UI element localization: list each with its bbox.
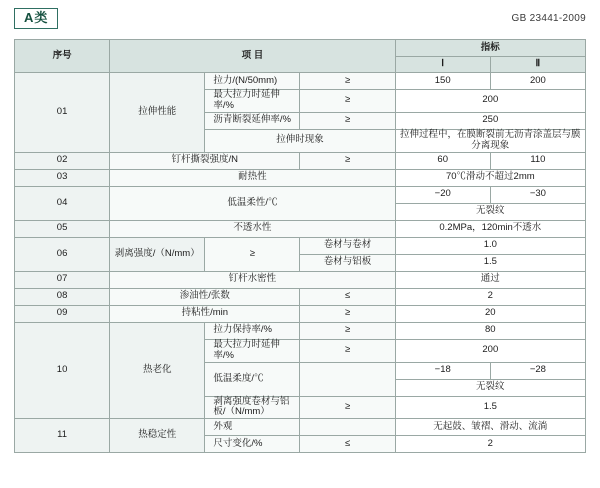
row-property: 热老化 [110,322,205,419]
row-value-merged: 70℃滑动不超过2mm [395,169,585,186]
column-header-grade-1: Ⅰ [395,57,490,73]
row-value-grade-1: −18 [395,362,490,379]
row-subitem: 卷材与卷材 [300,237,395,254]
row-symbol: ≥ [300,112,395,129]
row-value-merged: 1.5 [395,396,585,419]
row-symbol: ≥ [300,339,395,362]
row-symbol: ≥ [300,305,395,322]
row-property-symbol: ≥ [205,237,300,271]
table-row [15,419,586,436]
row-no: 01 [15,73,110,153]
row-value-grade-2: 110 [490,152,585,169]
row-value-merged: 无裂纹 [395,203,585,220]
row-symbol: ≥ [300,90,395,113]
row-value-grade-2: −30 [490,186,585,203]
table-row [15,288,586,305]
row-subitem: 卷材与铝板 [300,254,395,271]
table-row [15,169,586,186]
table-head [15,40,586,73]
row-value-merged: 通过 [395,271,585,288]
row-item: 尺寸变化/% [205,436,300,453]
row-no: 08 [15,288,110,305]
row-item: 最大拉力时延伸率/% [205,90,300,113]
row-no: 09 [15,305,110,322]
row-value-merged: 1.5 [395,254,585,271]
table-row [15,305,586,322]
column-header-grade-2: Ⅱ [490,57,585,73]
row-symbol: ≥ [300,73,395,90]
row-symbol: ≥ [300,396,395,419]
class-badge: A类 [14,8,58,29]
row-symbol: ≤ [300,288,395,305]
row-symbol: ≤ [300,436,395,453]
row-value-merged: 200 [395,90,585,113]
row-value-merged: 无起鼓、皱褶、滑动、流淌 [395,419,585,436]
row-item: 持粘性/min [110,305,300,322]
row-symbol: ≥ [300,322,395,339]
row-value-merged: 80 [395,322,585,339]
row-value-merged: 2 [395,436,585,453]
row-property: 热稳定性 [110,419,205,453]
row-item: 拉力保持率/% [205,322,300,339]
table-row [15,152,586,169]
row-value-grade-2: 200 [490,73,585,90]
row-no: 07 [15,271,110,288]
row-item: 沥青断裂延伸率/% [205,112,300,129]
row-symbol [300,419,395,436]
row-item: 低温柔性/℃ [110,186,395,220]
column-header-no: 序号 [15,40,110,73]
row-value-merged: 0.2MPa，120min不透水 [395,220,585,237]
row-no: 10 [15,322,110,419]
row-item: 渗油性/张数 [110,288,300,305]
row-no: 11 [15,419,110,453]
row-value-merged: 250 [395,112,585,129]
row-item: 剥离强度卷材与铝板/（N/mm） [205,396,300,419]
row-item: 低温柔度/℃ [205,362,300,396]
row-no: 05 [15,220,110,237]
table-row [15,322,586,339]
row-item: 不透水性 [110,220,395,237]
row-value-merged: 1.0 [395,237,585,254]
table-row [15,186,586,203]
row-value-grade-1: 60 [395,152,490,169]
row-no: 03 [15,169,110,186]
row-item: 钉杆撕裂强度/N [110,152,300,169]
row-no: 06 [15,237,110,271]
row-no: 02 [15,152,110,169]
row-item: 钉杆水密性 [110,271,395,288]
table-row [15,73,586,90]
row-symbol [300,362,395,396]
row-no: 04 [15,186,110,220]
row-value-merged: 拉伸过程中，在膜断裂前无沥青涂盖层与膜分离现象 [395,129,585,152]
row-value-merged: 2 [395,288,585,305]
row-property: 拉伸性能 [110,73,205,153]
row-item: 最大拉力时延伸率/% [205,339,300,362]
document-header [14,8,586,34]
standard-code: GB 23441-2009 [511,13,586,24]
row-value-merged: 20 [395,305,585,322]
row-value-merged: 200 [395,339,585,362]
table-row [15,271,586,288]
row-item: 外观 [205,419,300,436]
column-header-item: 项 目 [110,40,395,73]
row-item: 耐热性 [110,169,395,186]
row-property: 剥离强度/（N/mm） [110,237,205,271]
table-header-row [15,40,586,57]
specification-table [14,39,586,453]
table-row [15,237,586,254]
row-item: 拉伸时现象 [205,129,395,152]
table-row [15,220,586,237]
column-header-index: 指标 [395,40,585,57]
row-value-grade-1: −20 [395,186,490,203]
row-item: 拉力/(N/50mm) [205,73,300,90]
row-symbol: ≥ [300,152,395,169]
row-value-merged: 无裂纹 [395,379,585,396]
table-body [15,73,586,453]
row-value-grade-2: −28 [490,362,585,379]
row-value-grade-1: 150 [395,73,490,90]
